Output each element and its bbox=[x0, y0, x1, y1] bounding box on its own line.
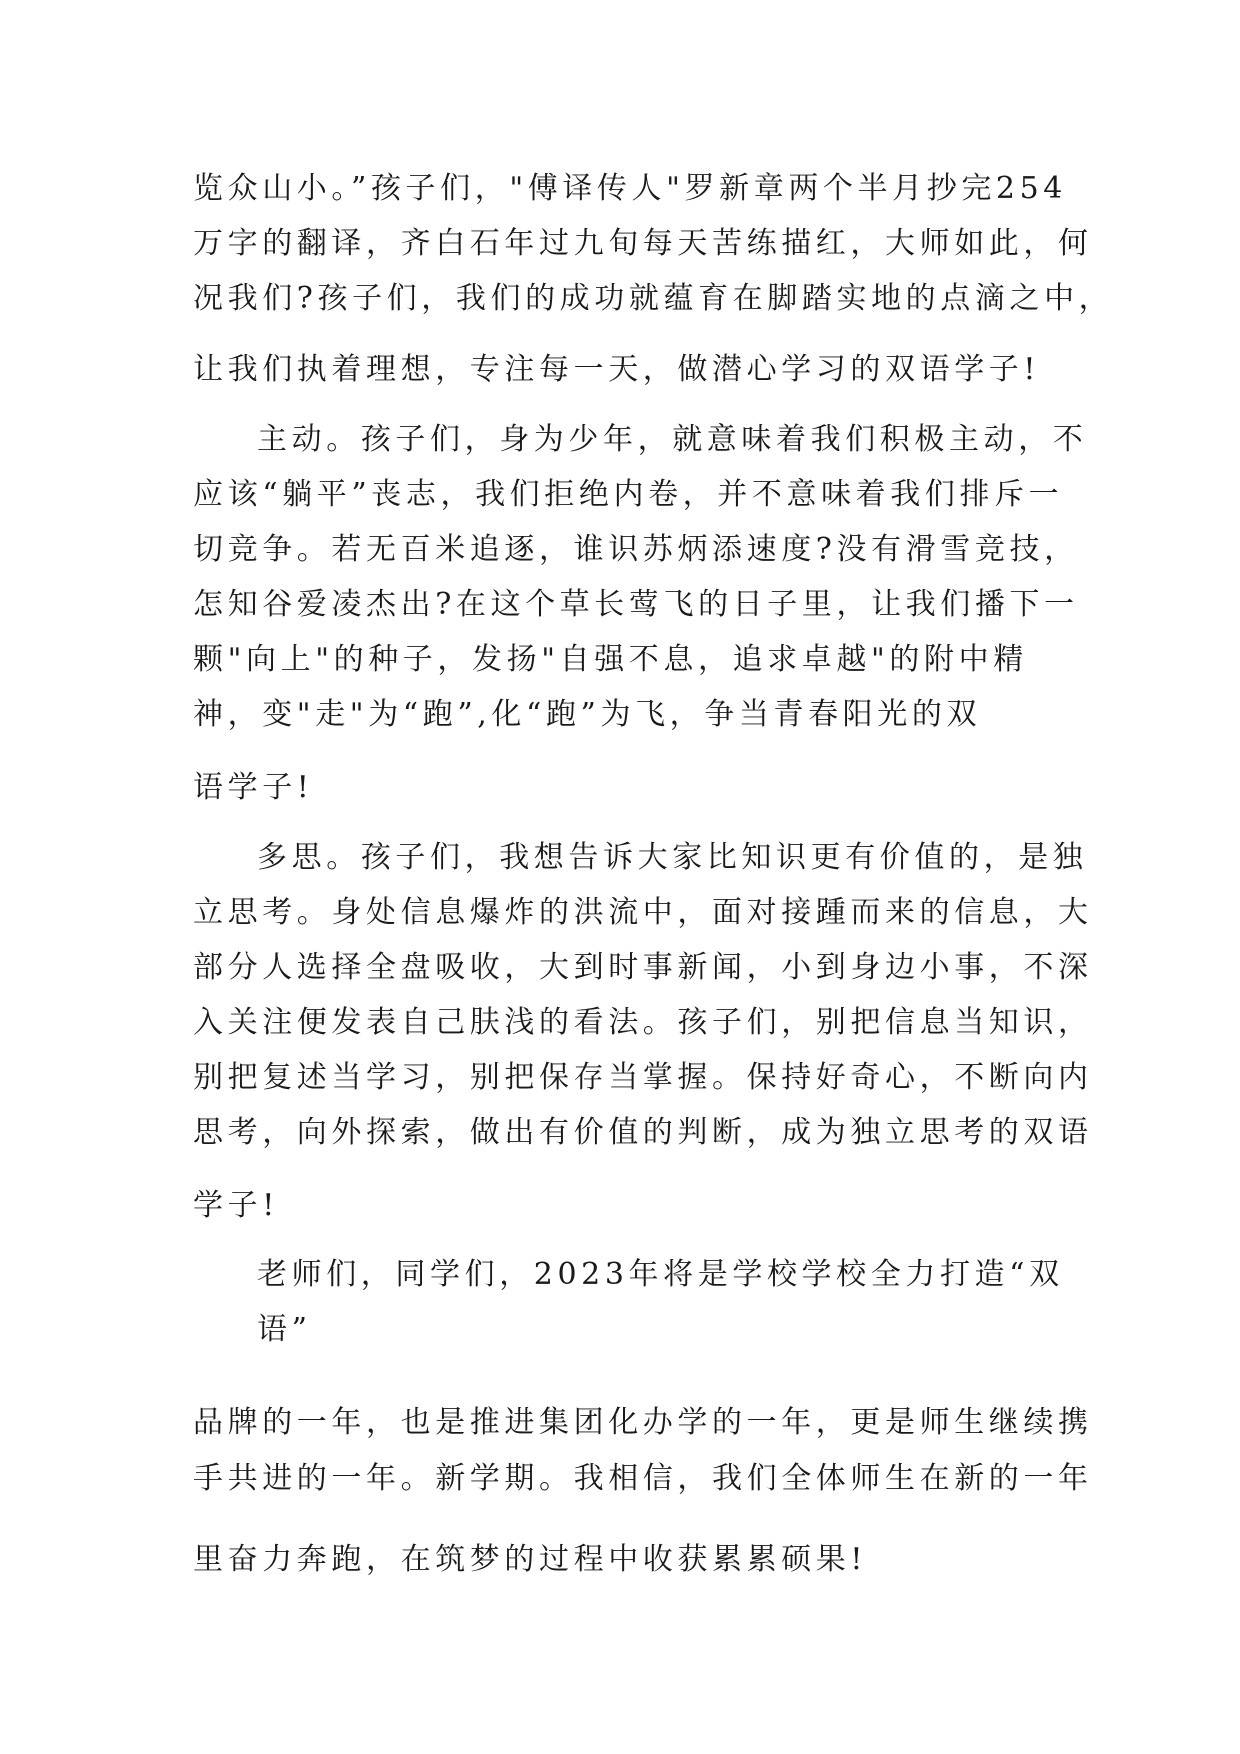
text-line: 入关注便发表自己肤浅的看法。孩子们，别把信息当知识， bbox=[193, 1005, 1093, 1040]
text-line: 语学子! bbox=[193, 770, 314, 805]
text-line: 怎知谷爱凌杰出?在这个草长莺飞的日子里，让我们播下一 bbox=[193, 587, 1079, 622]
text-line: 万字的翻译，齐白石年过九旬每天苦练描红，大师如此，何 bbox=[193, 226, 1093, 261]
paragraph-first-line: 多思。孩子们，我想告诉大家比知识更有价值的，是独 bbox=[257, 840, 1088, 875]
text-line: 学子! bbox=[193, 1188, 279, 1223]
text-line: 让我们执着理想，专注每一天，做潜心学习的双语学子! bbox=[193, 352, 1041, 387]
text-line: 况我们?孩子们，我们的成功就蕴育在脚踏实地的点滴之中， bbox=[193, 281, 1114, 316]
text-line: 颗"向上"的种子，发扬"自强不息，追求卓越"的附中精 bbox=[193, 642, 1028, 677]
text-line: 别把复述当学习，别把保存当掌握。保持好奇心，不断向内 bbox=[193, 1060, 1093, 1095]
text-line: 里奋力奔跑，在筑梦的过程中收获累累硕果! bbox=[193, 1542, 868, 1577]
text-line: 应该“躺平”丧志，我们拒绝内卷，并不意味着我们排斥一 bbox=[193, 477, 1064, 512]
text-line: 品牌的一年，也是推进集团化办学的一年，更是师生继续携 bbox=[193, 1405, 1093, 1440]
text-line: 览众山小。”孩子们，"傅译传人"罗新章两个半月抄完254 bbox=[193, 171, 1067, 206]
text-line: 思考，向外探索，做出有价值的判断，成为独立思考的双语 bbox=[193, 1115, 1093, 1150]
text-line: 语” bbox=[257, 1312, 312, 1347]
paragraph-first-line: 主动。孩子们，身为少年，就意味着我们积极主动，不 bbox=[257, 422, 1088, 457]
text-line: 切竞争。若无百米追逐，谁识苏炳添速度?没有滑雪竞技， bbox=[193, 532, 1079, 567]
paragraph-first-line: 老师们，同学们，2023年将是学校学校全力打造“双 bbox=[257, 1257, 1064, 1292]
text-line: 部分人选择全盘吸收，大到时事新闻，小到身边小事，不深 bbox=[193, 950, 1093, 985]
text-line: 手共进的一年。新学期。我相信，我们全体师生在新的一年 bbox=[193, 1461, 1093, 1496]
text-line: 神，变"走"为“跑”,化“跑”为飞，争当青春阳光的双 bbox=[193, 697, 982, 732]
text-line: 立思考。身处信息爆炸的洪流中，面对接踵而来的信息，大 bbox=[193, 895, 1093, 930]
